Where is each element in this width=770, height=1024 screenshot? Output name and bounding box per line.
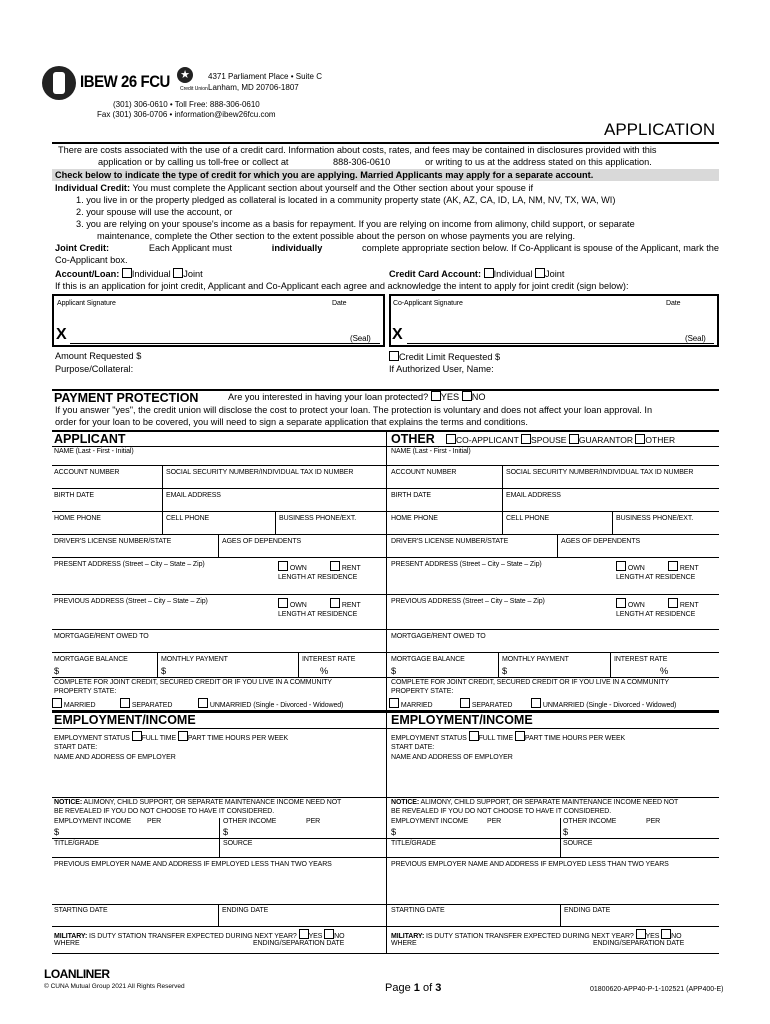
other-name-label: NAME (Last - First - Initial) [391,448,471,455]
union-logo-icon [42,66,76,100]
page-title: APPLICATION [604,120,716,139]
address-line-2: Lanham, MD 20706-1807 [208,83,299,92]
other-complete-joint-1: COMPLETE FOR JOINT CREDIT, SECURED CREDIT OR IF YOU LIVE IN A COMMUNITY [391,679,669,686]
other-present-length-label: LENGTH AT RESIDENCE [616,574,696,581]
protection-no-label: NO [471,392,486,402]
item-3a: 3. you are relying on your spouse's income as a basis for repayment. If you are relying on income from alimony, child support, or separate [76,219,635,229]
other-unmarried-checkbox[interactable] [531,698,541,708]
other-employment-status-label: EMPLOYMENT STATUS [391,735,467,742]
protection-yes-label: YES [440,392,460,402]
part-time-checkbox[interactable] [178,731,188,741]
other-previous-address-label: PREVIOUS ADDRESS (Street – City – State – Zip) [391,598,545,605]
applicant-mortgage-rent-label: MORTGAGE/RENT OWED TO [54,633,149,640]
amount-requested-label: Amount Requested $ [55,351,142,361]
applicant-name-label: NAME (Last - First - Initial) [54,448,134,455]
applicant-present-rent-label: RENT [341,565,361,572]
applicant-title: APPLICANT [54,432,126,446]
other-title-grade-label: TITLE/GRADE [391,840,436,847]
page-of: of [422,982,433,994]
other-starting-date-label: STARTING DATE [391,907,445,914]
other-previous-rent-label: RENT [679,602,699,609]
card-joint-checkbox[interactable] [535,268,545,278]
coapplicant-date-label: Date [666,300,681,307]
applicant-ssn-label: SOCIAL SECURITY NUMBER/INDIVIDUAL TAX ID NUMBER [166,469,354,476]
other-employer-label: NAME AND ADDRESS OF EMPLOYER [391,754,513,761]
co-applicant-checkbox[interactable] [446,434,456,444]
military-no-label: NO [334,933,345,940]
other-notice-text-2: BE REVEALED IF YOU DO NOT CHOOSE TO HAVE IT CONSIDERED. [391,808,612,815]
applicant-separated-label: SEPARATED [131,702,173,709]
other-start-date-label: START DATE: [391,744,435,751]
applicant-date-label: Date [332,300,347,307]
other-present-rent-checkbox[interactable] [668,561,678,571]
other-military-no-label: NO [671,933,682,940]
protection-text-2: order for your loan to be covered, you will need to sign a separate application that explains the terms and conditions. [55,417,528,427]
intro-line-1: There are costs associated with the use of a credit card. Information about costs, rates, and fees may be contained in disclosures provided with this [58,145,657,155]
joint-credit-b: individually [271,243,323,253]
item-1: 1. you live in or the property pledged as collateral is located in a community property state (AK, AZ, CA, ID, LA, NM, NV, TX, WA, WI) [76,195,616,205]
applicant-present-address-label: PRESENT ADDRESS (Street – City – State – Zip) [54,561,205,568]
account-loan-label: Account/Loan: [55,269,120,279]
intro-line-2b: or writing to us at the address stated on this application. [425,157,652,167]
employment-income-label: EMPLOYMENT INCOME [54,818,132,825]
spouse-label: SPOUSE [531,435,567,445]
other-military-no-checkbox[interactable] [661,929,671,939]
other-previous-own-label: OWN [627,602,645,609]
applicant-monthly-payment-label: MONTHLY PAYMENT [161,656,228,663]
full-time-checkbox[interactable] [132,731,142,741]
account-joint-label: Joint [183,269,203,279]
other-employment-per-label: PER [487,818,502,825]
other-balance-dollar: $ [391,666,397,676]
badge-caption: Credit Union [180,86,208,92]
star-badge-icon: ★ [177,67,193,83]
applicant-separated-checkbox[interactable] [120,698,130,708]
applicant-unmarried-label: UNMARRIED (Single - Divorced - Widowed) [209,702,344,709]
applicant-home-phone-label: HOME PHONE [54,515,101,522]
employment-income-dollar: $ [54,827,60,837]
military-yes-label: YES [308,933,323,940]
previous-employer-label: PREVIOUS EMPLOYER NAME AND ADDRESS IF EMPLOYED LESS THAN TWO YEARS [54,861,332,868]
other-employment-income-label: EMPLOYMENT INCOME [391,818,469,825]
credit-limit-label: Credit Limit Requested $ [399,352,501,362]
military-yes-checkbox[interactable] [299,929,309,939]
other-present-own-label: OWN [627,565,645,572]
applicant-present-rent-checkbox[interactable] [330,561,340,571]
applicant-previous-address-label: PREVIOUS ADDRESS (Street – City – State – Zip) [54,598,208,605]
other-mortgage-balance-label: MORTGAGE BALANCE [391,656,465,663]
purpose-collateral-label: Purpose/Collateral: [55,364,134,374]
title-grade-label: TITLE/GRADE [54,840,99,847]
other-birth-date-label: BIRTH DATE [391,492,431,499]
other-military-yes-checkbox[interactable] [636,929,646,939]
fax-email-line: Fax (301) 306-0706 • information@ibew26fcu.com [97,110,276,119]
other-mortgage-rent-label: MORTGAGE/RENT OWED TO [391,633,486,640]
individual-credit-text: You must complete the Applicant section about yourself and the Other section about your spouse if [132,183,534,193]
applicant-previous-length-label: LENGTH AT RESIDENCE [278,611,358,618]
applicant-married-label: MARRIED [63,702,96,709]
credit-card-account-label: Credit Card Account: [389,269,482,279]
item-3b: maintenance, complete the Other section to the extent possible about the person on whose payments you are relying. [97,231,576,241]
other-previous-employer-label: PREVIOUS EMPLOYER NAME AND ADDRESS IF EMPLOYED LESS THAN TWO YEARS [391,861,669,868]
check-banner: Check below to indicate the type of credit for which you are applying. Married Applicants may apply for a separate account. [55,170,594,180]
applicant-complete-joint-1: COMPLETE FOR JOINT CREDIT, SECURED CREDIT OR IF YOU LIVE IN A COMMUNITY [54,679,332,686]
applicant-previous-own-checkbox[interactable] [278,598,288,608]
applicant-balance-dollar: $ [54,666,60,676]
protection-yes-checkbox[interactable] [431,391,441,401]
other-employment-title: EMPLOYMENT/INCOME [391,713,533,727]
other-notice-lead: NOTICE: [391,799,420,806]
other-checkbox[interactable] [635,434,645,444]
applicant-present-own-label: OWN [289,565,307,572]
other-income-label: OTHER INCOME [223,818,277,825]
payment-protection-title: PAYMENT PROTECTION [54,391,199,405]
other-interest-rate-label: INTEREST RATE [614,656,668,663]
account-joint-checkbox[interactable] [173,268,183,278]
applicant-drivers-license-label: DRIVER'S LICENSE NUMBER/STATE [54,538,172,545]
other-employment-income-dollar: $ [391,827,397,837]
employment-title: EMPLOYMENT/INCOME [54,713,196,727]
other-business-phone-label: BUSINESS PHONE/EXT. [616,515,694,522]
applicant-previous-own-label: OWN [289,602,307,609]
intro-line-2a: application or by calling us toll-free or collect at [98,157,289,167]
coapplicant-seal: (Seal) [685,334,706,343]
other-rate-percent: % [660,666,669,676]
applicant-previous-rent-label: RENT [341,602,361,609]
authorized-user-label: If Authorized User, Name: [389,364,494,374]
starting-date-label: STARTING DATE [54,907,108,914]
protection-no-checkbox[interactable] [462,391,472,401]
part-time-label: PART TIME HOURS PER WEEK [187,735,289,742]
applicant-dependents-label: AGES OF DEPENDENTS [222,538,302,545]
other-drivers-license-label: DRIVER'S LICENSE NUMBER/STATE [391,538,509,545]
phone-line: (301) 306-0610 • Toll Free: 888-306-0610 [113,100,260,109]
other-military-question: IS DUTY STATION TRANSFER EXPECTED DURING NEXT YEAR? [426,933,634,940]
joint-credit-a: Each Applicant must [148,243,233,253]
employment-per-label: PER [147,818,162,825]
applicant-previous-rent-checkbox[interactable] [330,598,340,608]
payment-protection-question: Are you interested in having your loan protected? [228,392,429,402]
applicant-business-phone-label: BUSINESS PHONE/EXT. [279,515,357,522]
employer-label: NAME AND ADDRESS OF EMPLOYER [54,754,176,761]
other-source-label: SOURCE [563,840,593,847]
joint-credit-lead: Joint Credit: [55,243,110,253]
credit-limit-checkbox[interactable] [389,351,399,361]
applicant-email-label: EMAIL ADDRESS [166,492,221,499]
other-cell-phone-label: CELL PHONE [506,515,550,522]
applicant-unmarried-checkbox[interactable] [198,698,208,708]
other-dependents-label: AGES OF DEPENDENTS [561,538,641,545]
other-full-time-label: FULL TIME [478,735,514,742]
card-joint-label: Joint [545,269,565,279]
applicant-rate-percent: % [320,666,329,676]
brand-name: IBEW 26 FCU [80,72,170,91]
applicant-cell-phone-label: CELL PHONE [166,515,210,522]
other-military-yes-label: YES [645,933,660,940]
other-other-income-per-label: PER [646,818,661,825]
military-no-checkbox[interactable] [324,929,334,939]
applicant-seal: (Seal) [350,334,371,343]
coapplicant-x-mark: X [392,326,403,343]
applicant-mortgage-balance-label: MORTGAGE BALANCE [54,656,128,663]
page-prefix: Page [385,982,411,994]
copyright-text: © CUNA Mutual Group 2021 All Rights Reserved [44,983,185,990]
where-label: WHERE [54,940,80,947]
other-separated-label: SEPARATED [471,702,513,709]
applicant-signature-label: Applicant Signature [57,300,116,307]
other-complete-joint-2: PROPERTY STATE: [391,688,454,695]
page-number: 1 [413,982,420,994]
full-time-label: FULL TIME [141,735,177,742]
applicant-present-length-label: LENGTH AT RESIDENCE [278,574,358,581]
other-other-income-dollar: $ [563,827,569,837]
loanliner-logo: LOANLINER [44,967,110,981]
other-title: OTHER [391,432,435,446]
other-previous-rent-checkbox[interactable] [668,598,678,608]
notice-lead: NOTICE: [54,799,83,806]
applicant-payment-dollar: $ [161,666,167,676]
ending-separation-label: ENDING/SEPARATION DATE [253,940,345,947]
form-code: 01800620-APP40-P-1-102521 (APP400-E) [590,986,724,993]
other-ending-date-label: ENDING DATE [564,907,611,914]
spouse-checkbox[interactable] [521,434,531,444]
other-present-address-label: PRESENT ADDRESS (Street – City – State – Zip) [391,561,542,568]
card-individual-checkbox[interactable] [484,268,494,278]
other-full-time-checkbox[interactable] [469,731,479,741]
other-separated-checkbox[interactable] [460,698,470,708]
card-individual-label: Individual [493,269,533,279]
other-monthly-payment-label: MONTHLY PAYMENT [502,656,569,663]
employment-status-label: EMPLOYMENT STATUS [54,735,130,742]
other-label: OTHER [645,435,676,445]
other-previous-length-label: LENGTH AT RESIDENCE [616,611,696,618]
applicant-present-own-checkbox[interactable] [278,561,288,571]
account-individual-checkbox[interactable] [122,268,132,278]
ending-date-label: ENDING DATE [222,907,269,914]
other-payment-dollar: $ [502,666,508,676]
other-married-checkbox[interactable] [389,698,399,708]
other-part-time-checkbox[interactable] [515,731,525,741]
other-income-dollar: $ [223,827,229,837]
other-military-lead: MILITARY: [391,933,425,940]
joint-credit-c: complete appropriate section below. If Co-Applicant is spouse of the Applicant, mark the [362,243,719,253]
guarantor-label: GUARANTOR [578,435,634,445]
other-account-number-label: ACCOUNT NUMBER [391,469,457,476]
other-part-time-label: PART TIME HOURS PER WEEK [524,735,626,742]
co-applicant-label: CO-APPLICANT [456,435,519,445]
other-income-per-label: PER [306,818,321,825]
page-total: 3 [435,982,442,994]
joint-credit-note: If this is an application for joint credit, Applicant and Co-Applicant each agree and acknowledge the intent to apply for joint credit (sign below): [55,281,629,291]
joint-credit-d: Co-Applicant box. [55,255,128,265]
applicant-married-checkbox[interactable] [52,698,62,708]
other-notice-text-1: ALIMONY, CHILD SUPPORT, OR SEPARATE MAINTENANCE INCOME NEED NOT [420,799,679,806]
address-line-1: 4371 Parliament Place • Suite C [208,72,322,81]
account-individual-label: Individual [131,269,171,279]
source-label: SOURCE [223,840,253,847]
other-unmarried-label: UNMARRIED (Single - Divorced - Widowed) [542,702,677,709]
individual-credit-lead: Individual Credit: [55,183,131,193]
other-married-label: MARRIED [400,702,433,709]
military-question: IS DUTY STATION TRANSFER EXPECTED DURING NEXT YEAR? [89,933,297,940]
coapplicant-signature-label: Co-Applicant Signature [393,300,463,307]
applicant-account-number-label: ACCOUNT NUMBER [54,469,120,476]
other-ending-separation-label: ENDING/SEPARATION DATE [593,940,685,947]
applicant-birth-date-label: BIRTH DATE [54,492,94,499]
applicant-complete-joint-2: PROPERTY STATE: [54,688,117,695]
other-present-rent-label: RENT [679,565,699,572]
start-date-label: START DATE: [54,744,98,751]
other-where-label: WHERE [391,940,417,947]
other-present-own-checkbox[interactable] [616,561,626,571]
protection-text-1: If you answer "yes", the credit union will disclose the cost to protect your loan. The protection is voluntary and does not affect your loan approval. In [55,405,653,415]
other-ssn-label: SOCIAL SECURITY NUMBER/INDIVIDUAL TAX ID NUMBER [506,469,694,476]
other-other-income-label: OTHER INCOME [563,818,617,825]
notice-text-2: BE REVEALED IF YOU DO NOT CHOOSE TO HAVE IT CONSIDERED. [54,808,275,815]
item-2: 2. your spouse will use the account, or [76,207,233,217]
military-lead: MILITARY: [54,933,88,940]
notice-text-1: ALIMONY, CHILD SUPPORT, OR SEPARATE MAINTENANCE INCOME NEED NOT [83,799,342,806]
applicant-interest-rate-label: INTEREST RATE [302,656,356,663]
other-home-phone-label: HOME PHONE [391,515,438,522]
guarantor-checkbox[interactable] [569,434,579,444]
other-previous-own-checkbox[interactable] [616,598,626,608]
applicant-x-mark: X [56,326,67,343]
other-email-label: EMAIL ADDRESS [506,492,561,499]
intro-phone: 888-306-0610 [333,157,391,167]
